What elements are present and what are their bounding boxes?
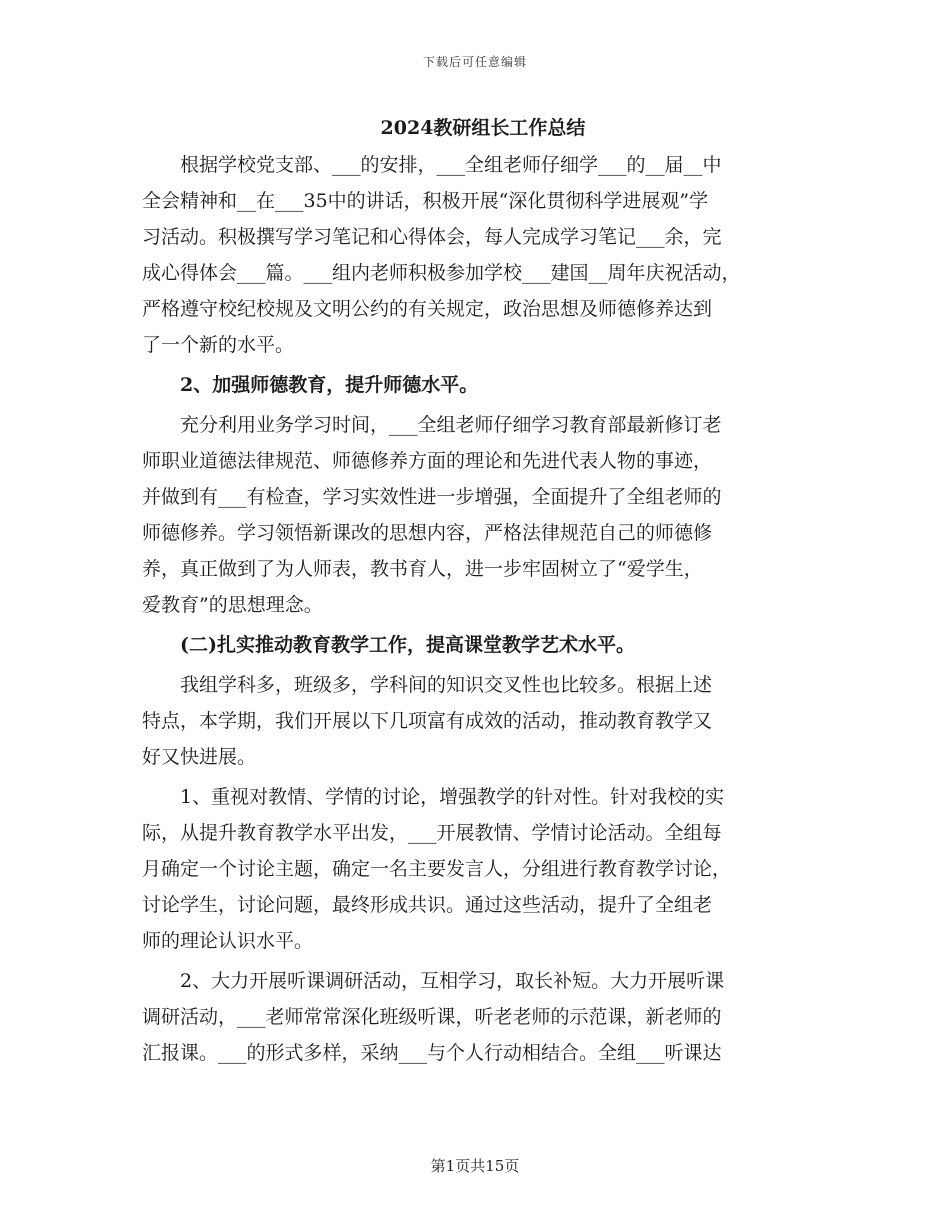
text-line: 爱教育”的思想理念。: [142, 594, 323, 616]
text-line: 际，从提升教育教学水平出发，___开展教情、学情讨论活动。全组每: [142, 822, 722, 844]
page-header-note: 下载后可任意编辑: [422, 55, 527, 69]
document-title: 2024教研组长工作总结: [380, 117, 586, 139]
paragraph-1: [142, 147, 814, 363]
text-line: 习活动。积极撰写学习笔记和心得体会，每人完成学习笔记___余，完: [142, 226, 722, 248]
section-heading-1: 2、加强师德教育，提升师德水平。: [180, 374, 479, 396]
text-line: 调研活动，___老师常常深化班级听课，听老老师的示范课，新老师的: [142, 1006, 722, 1028]
text-line: 讨论学生，讨论问题，最终形成共识。通过这些活动，提升了全组老: [142, 894, 713, 916]
text-line: 全会精神和__在___35中的讲话，积极开展“深化贯彻科学进展观”学: [142, 190, 709, 212]
text-line: 了一个新的水平。: [142, 334, 295, 356]
section-heading-2: (二)扎实推动教育教学工作，提高课堂教学艺术水平。: [180, 634, 635, 656]
paragraph-5: [142, 963, 814, 1071]
paragraph-3: [142, 667, 814, 775]
text-line: 2、大力开展听课调研活动，互相学习，取长补短。大力开展听课: [180, 970, 725, 992]
text-line: 并做到有___有检查，学习实效性进一步增强，全面提升了全组老师的: [142, 486, 722, 508]
text-line: 严格遵守校纪校规及文明公约的有关规定，政治思想及师德修养达到: [142, 298, 713, 320]
text-line: 我组学科多，班级多，学科间的知识交叉性也比较多。根据上述: [180, 674, 713, 696]
text-line: 师德修养。学习领悟新课改的思想内容，严格法律规范自己的师德修: [142, 522, 713, 544]
text-line: 汇报课。___的形式多样，采纳___与个人行动相结合。全组___听课达: [142, 1042, 722, 1064]
paragraph-4: [142, 779, 814, 959]
text-line: 师职业道德法律规范、师德修养方面的理论和先进代表人物的事迹，: [142, 450, 713, 472]
text-line: 月确定一个讨论主题，确定一名主要发言人，分组进行教育教学讨论，: [142, 858, 732, 880]
text-line: 1、重视对教情、学情的讨论，增强教学的针对性。针对我校的实: [180, 786, 725, 808]
text-line: 成心得体会___篇。___组内老师积极参加学校___建国__周年庆祝活动，: [142, 262, 741, 284]
text-line: 充分利用业务学习时间，___全组老师仔细学习教育部最新修订老: [180, 414, 722, 436]
text-line: 特点，本学期，我们开展以下几项富有成效的活动，推动教育教学又: [142, 710, 713, 732]
text-line: 养，真正做到了为人师表，教书育人，进一步牢固树立了“爱学生，: [142, 558, 703, 580]
text-line: 师的理论认识水平。: [142, 930, 314, 952]
document-body: [142, 113, 814, 1075]
paragraph-2: [142, 407, 814, 623]
text-line: 根据学校党支部、___的安排，___全组老师仔细学___的__届__中: [180, 154, 722, 176]
page-footer-page-number: 第1页共15页: [430, 1157, 520, 1175]
text-line: 好又快进展。: [142, 746, 257, 768]
